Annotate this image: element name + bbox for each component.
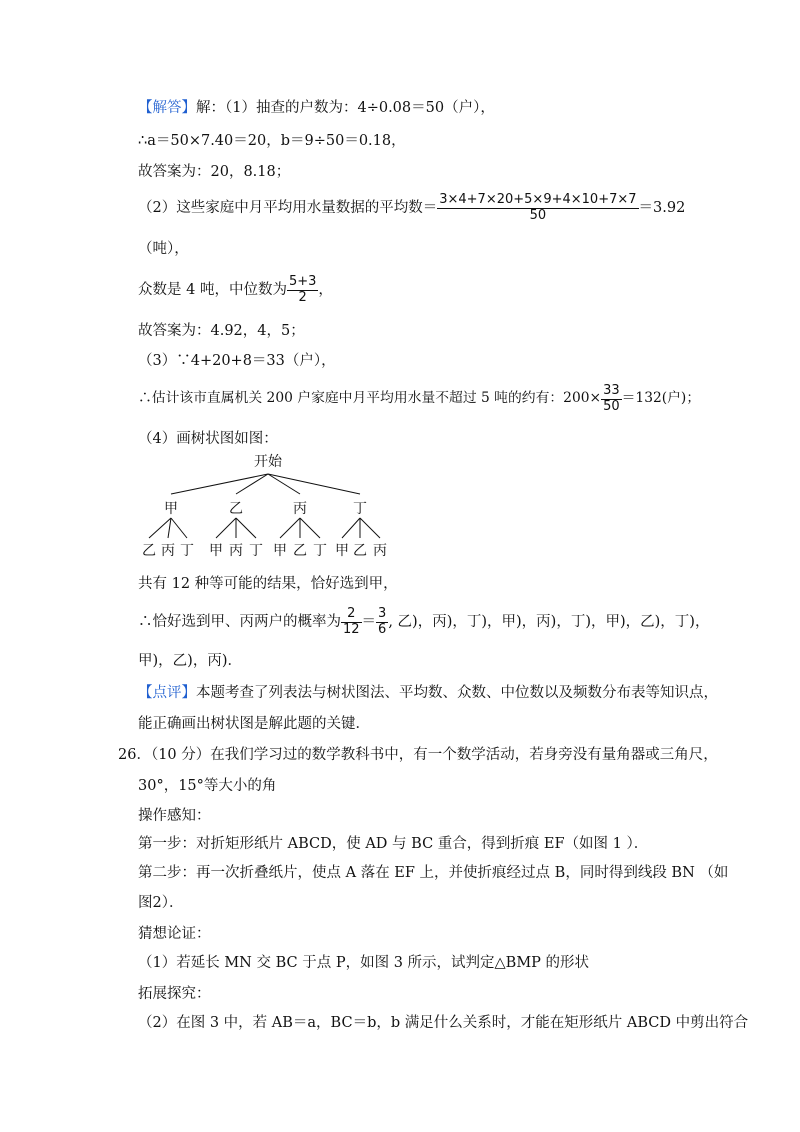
- median-suffix: ，: [318, 281, 333, 298]
- tree-l2-1-0: 甲: [209, 543, 223, 559]
- mean-prefix: （2）这些家庭中月平均用水量数据的平均数＝: [138, 199, 438, 216]
- tree-l1-2: 丙: [293, 501, 307, 517]
- q26-line-6: 图2）．: [138, 895, 184, 911]
- solution-line-5: （吨），: [138, 241, 189, 257]
- mean-fraction: [437, 193, 638, 224]
- prob-fraction-1: [341, 607, 362, 638]
- solution-line-6: [138, 272, 333, 308]
- tree-l2-0-0: 乙: [142, 543, 156, 559]
- estimate-numerator: 33: [603, 382, 620, 398]
- q26-line-3: 操作感知：: [138, 808, 211, 824]
- solution-line-8: （3）∵4+20+8＝33（户），: [138, 353, 336, 369]
- mean-numerator: 3×4+7×20+5×9+4×10+7×7: [439, 191, 637, 207]
- solution-line-4: [138, 190, 685, 226]
- estimate-fraction: [601, 384, 622, 415]
- q26-line-8: （1）若延长 MN 交 BC 于点 P，如图 3 所示，试判定△BMP 的形状: [138, 955, 590, 971]
- comment-line-1: [138, 686, 718, 701]
- solution-line-2: ∴a＝50×7.40＝20，b＝9÷50＝0.18，: [138, 133, 406, 149]
- tree-l2-0-1: 丙: [161, 543, 175, 559]
- tree-l2-2-0: 甲: [273, 543, 287, 559]
- prob-fraction-2: [376, 607, 388, 638]
- median-denominator: 2: [298, 289, 307, 305]
- tree-l2-1-2: 丁: [249, 543, 263, 559]
- median-fraction: [287, 275, 318, 306]
- q26-line-4: 第一步：对折矩形纸片 ABCD，使 AD 与 BC 重合，得到折痕 EF（如图 1 ）．: [138, 836, 649, 852]
- tree-l2-3-1: 乙: [353, 543, 367, 559]
- estimate-denominator: 50: [603, 398, 620, 414]
- tree-diagram: [135, 452, 405, 564]
- tree-l1-3: 丁: [353, 501, 367, 517]
- answer-tag: 【解答】: [138, 100, 196, 116]
- prob-suffix: , 乙)，丙)，丁)，甲)，丙)，丁)，甲)，乙)，丁)，: [388, 613, 710, 630]
- prob-prefix: ∴恰好选到甲、丙两户的概率为: [138, 613, 341, 630]
- text: （10 分）在我们学习过的数学教科书中，有一个数学活动，若身旁没有量角器或三角尺，: [150, 747, 718, 763]
- tree-l1-0: 甲: [164, 501, 178, 517]
- q26-line-10: （2）在图 3 中，若 AB＝a，BC＝b，b 满足什么关系时，才能在矩形纸片 ABCD 中剪出符合: [138, 1015, 749, 1031]
- estimate-prefix: ∴估计该市直属机关 200 户家庭中月平均用水量不超过 5 吨的约有：200×: [138, 390, 602, 407]
- text: 本题考查了列表法与树状图法、平均数、众数、中位数以及频数分布表等知识点，: [196, 685, 718, 701]
- tree-l1-1: 乙: [229, 501, 243, 517]
- equals-sign: ＝: [361, 613, 377, 630]
- comment-line-2: 能正确画出树状图是解此题的关键．: [138, 716, 370, 732]
- solution-line-9: [138, 381, 700, 417]
- tree-l2-3-0: 甲: [335, 543, 349, 559]
- solution-line-12: [138, 604, 709, 640]
- q26-line-1: [118, 748, 718, 763]
- question-number: 26．: [118, 747, 151, 763]
- q26-line-5: 第二步：再一次折叠纸片，使点 A 落在 EF 上，并使折痕经过点 B，同时得到线段 BN （如: [138, 865, 729, 881]
- tree-l2-1-1: 丙: [229, 543, 243, 559]
- q26-line-2: 30°，15°等大小的角: [138, 778, 277, 794]
- text: 解：（1）抽查的户数为：4÷0.08＝50（户），: [196, 100, 495, 116]
- mean-suffix: ＝3.92: [638, 199, 686, 216]
- tree-l2-2-1: 乙: [293, 543, 307, 559]
- prob2-denominator: 6: [378, 621, 387, 637]
- prob2-numerator: 3: [378, 605, 387, 621]
- median-prefix: 众数是 4 吨，中位数为: [138, 281, 287, 298]
- solution-line-11: 共有 12 种等可能的结果，恰好选到甲，: [138, 576, 398, 592]
- solution-line-7: 故答案为：4.92，4，5；: [138, 323, 305, 339]
- mean-denominator: 50: [529, 207, 547, 223]
- solution-line-13: 甲)，乙)，丙)．: [138, 653, 242, 669]
- tree-root: 开始: [254, 454, 282, 470]
- tree-l2-3-2: 丙: [373, 543, 387, 559]
- solution-line-3: 故答案为：20，8.18；: [138, 164, 291, 180]
- tree-l2-2-2: 丁: [313, 543, 327, 559]
- solution-line-1: [138, 101, 495, 116]
- median-numerator: 5+3: [288, 273, 317, 289]
- prob1-denominator: 12: [343, 621, 360, 637]
- tree-l2-0-2: 丁: [180, 543, 194, 559]
- comment-tag: 【点评】: [138, 685, 196, 701]
- q26-line-9: 拓展探究：: [138, 986, 211, 1002]
- prob1-numerator: 2: [341, 607, 362, 623]
- estimate-suffix: ＝132(户)；: [621, 390, 701, 407]
- solution-line-10: （4）画树状图如图：: [138, 431, 278, 447]
- q26-line-7: 猜想论证：: [138, 926, 211, 942]
